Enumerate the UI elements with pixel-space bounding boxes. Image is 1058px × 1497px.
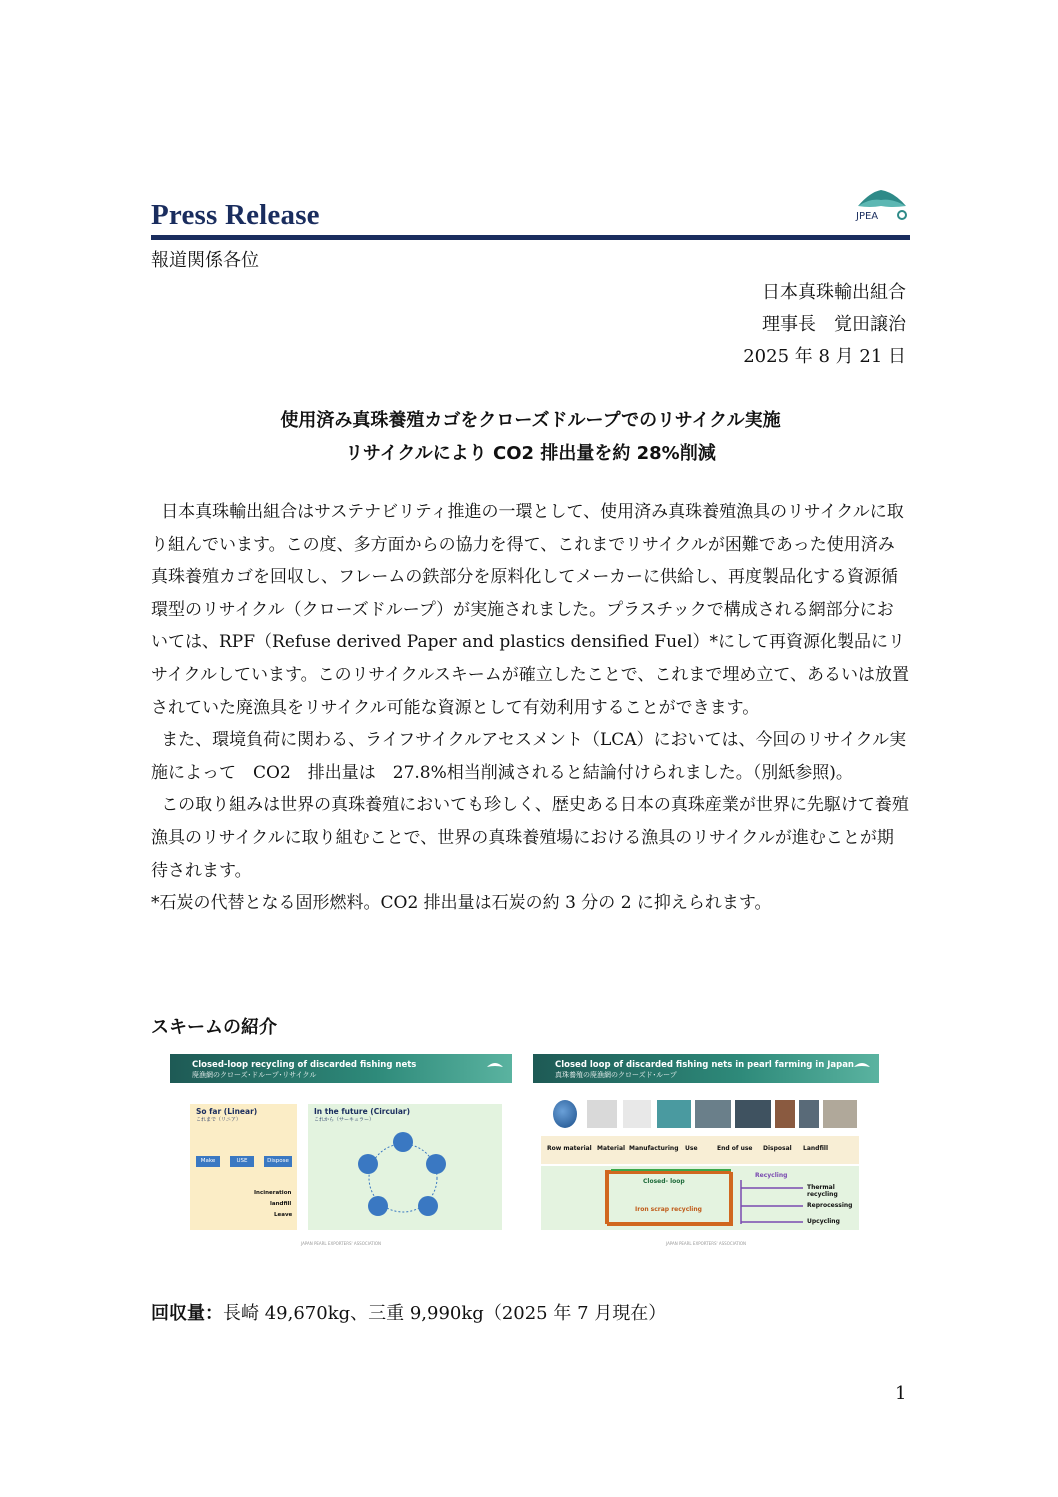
page-number: 1: [895, 1383, 907, 1404]
stage-end-of-use: End of use: [717, 1145, 753, 1152]
footnote: *石炭の代替となる固形燃料。CO2 排出量は石炭の約 3 分の 2 に抑えられます。: [151, 893, 772, 914]
use-box: USE: [230, 1156, 254, 1167]
leave-label: Leave: [274, 1212, 293, 1218]
scheme-slide-closed-loop: [533, 1054, 879, 1246]
collection-value: 長崎 49,670kg、三重 9,990kg（2025 年 7 月現在）: [223, 1303, 667, 1324]
slide2-subtitle: 真珠養殖の廃漁網のクローズド･ループ: [555, 1071, 677, 1079]
linear-title: So far (Linear): [196, 1107, 258, 1116]
circular-subtitle: これから（サーキュラー）: [314, 1117, 375, 1123]
body-text: [151, 496, 910, 920]
dispose-box: Dispose: [264, 1156, 292, 1167]
pile-photo: [735, 1100, 771, 1128]
slide1-title: Closed-loop recycling of discarded fishing nets: [192, 1060, 417, 1070]
logo-text: JPEA: [856, 211, 879, 222]
flow-diagram: [541, 1166, 859, 1230]
slide1-subtitle: 廃漁網のクローズ･ドループ･リサイクル: [192, 1071, 317, 1079]
earth-photo: [553, 1100, 577, 1128]
dump-photo: [799, 1100, 819, 1128]
collection-label: 回収量：: [151, 1303, 223, 1324]
slide2-header: [533, 1054, 879, 1083]
scrap-photo: [775, 1100, 795, 1128]
slide1-header: [170, 1054, 512, 1083]
scheme-slide-linear-circular: [170, 1054, 512, 1246]
stage-use: Use: [685, 1145, 698, 1152]
pellet-photo: [587, 1100, 617, 1128]
lifecycle-stages: [541, 1136, 859, 1164]
upcycling-label: Upcycling: [807, 1218, 840, 1225]
release-date: 2025 年 8 月 21 日: [743, 346, 906, 367]
collection-amount: [151, 1299, 666, 1325]
linear-subtitle: これまで（リニア）: [196, 1117, 241, 1123]
headline-line1: 使用済み真珠養殖カゴをクローズドループでのリサイクル実施: [280, 410, 781, 431]
jpea-logo: [852, 186, 910, 228]
slide2-title: Closed loop of discarded fishing nets in pearl farming in Japan: [555, 1060, 854, 1070]
body-paragraph-3: この取り組みは世界の真珠養殖においても珍しく、歴史ある日本の真珠産業が世界に先駆けて養殖漁具のリサイクルに取り組むことで、世界の真珠養殖場における漁具のリサイクルが進むことが期待されます。: [151, 795, 909, 881]
nets-photo: [695, 1100, 731, 1128]
thermal-recycling-label: Thermal recycling: [807, 1184, 838, 1198]
slide2-footer: JAPAN PEARL EXPORTERS' ASSOCIATION: [665, 1241, 747, 1246]
circular-diagram: [348, 1128, 458, 1226]
photo-strip: [553, 1100, 843, 1130]
stage-row-material: Row material: [547, 1145, 592, 1152]
press-release-title: Press Release: [151, 199, 320, 231]
header-rule: [151, 235, 910, 240]
linear-panel: [190, 1104, 297, 1230]
stage-material: Material: [597, 1145, 626, 1152]
circular-panel: [308, 1104, 502, 1230]
stage-manufacturing: Manufacturing: [629, 1145, 679, 1152]
incineration-label: Incineration: [254, 1190, 292, 1196]
addressee: 報道関係各位: [151, 250, 259, 271]
body-paragraph-2: また、環境負荷に関わる、ライフサイクルアセスメント（LCA）においては、今回のリサイクル実施によって CO2 排出量は 27.8%相当削減されると結論付けられました。（別紙参照)。: [151, 730, 907, 783]
stage-disposal: Disposal: [763, 1145, 792, 1152]
stage-landfill: Landfill: [803, 1145, 828, 1152]
sender-representative: 理事長 覚田譲治: [762, 314, 906, 335]
closed-loop-label: Closed- loop: [643, 1178, 685, 1185]
slide1-logo-icon: [486, 1059, 504, 1075]
recycling-label: Recycling: [755, 1172, 788, 1179]
reprocessing-label: Reprocessing: [807, 1202, 853, 1209]
landfill-photo: [823, 1100, 857, 1128]
landfill-label: landfill: [270, 1201, 292, 1207]
sea-photo: [657, 1100, 691, 1128]
sender-organization: 日本真珠輸出組合: [762, 282, 906, 303]
slide1-footer: JAPAN PEARL EXPORTERS' ASSOCIATION: [300, 1241, 382, 1246]
body-paragraph-1: 日本真珠輸出組合はサステナビリティ推進の一環として、使用済み真珠養殖漁具のリサイクルに取り組んでいます。この度、多方面からの協力を得て、これまでリサイクルが困難であった使用済み真珠養殖カゴを回収し、フレームの鉄部分を原料化してメーカーに供給し、再度製品化する資源循環型のリサイクル（クローズドループ）が実施されました。プラスチックで構成される網部分においては、RPF（Refuse derived Paper and plastics densified Fuel）*にして再資源化製品にリサイクルしています。このリサイクルスキームが確立したことで、これまで埋め立て、あるいは放置されていた廃漁具をリサイクル可能な資源として有効利用することができます。: [151, 502, 910, 718]
scheme-heading: スキームの紹介: [151, 1017, 277, 1038]
iron-scrap-label: Iron scrap recycling: [635, 1206, 702, 1213]
headline-line2: リサイクルにより CO2 排出量を約 28%削減: [345, 443, 716, 464]
slide2-logo-icon: [853, 1059, 871, 1075]
circular-title: In the future (Circular): [314, 1107, 411, 1116]
make-box: Make: [196, 1156, 220, 1167]
cage-photo: [623, 1100, 651, 1128]
